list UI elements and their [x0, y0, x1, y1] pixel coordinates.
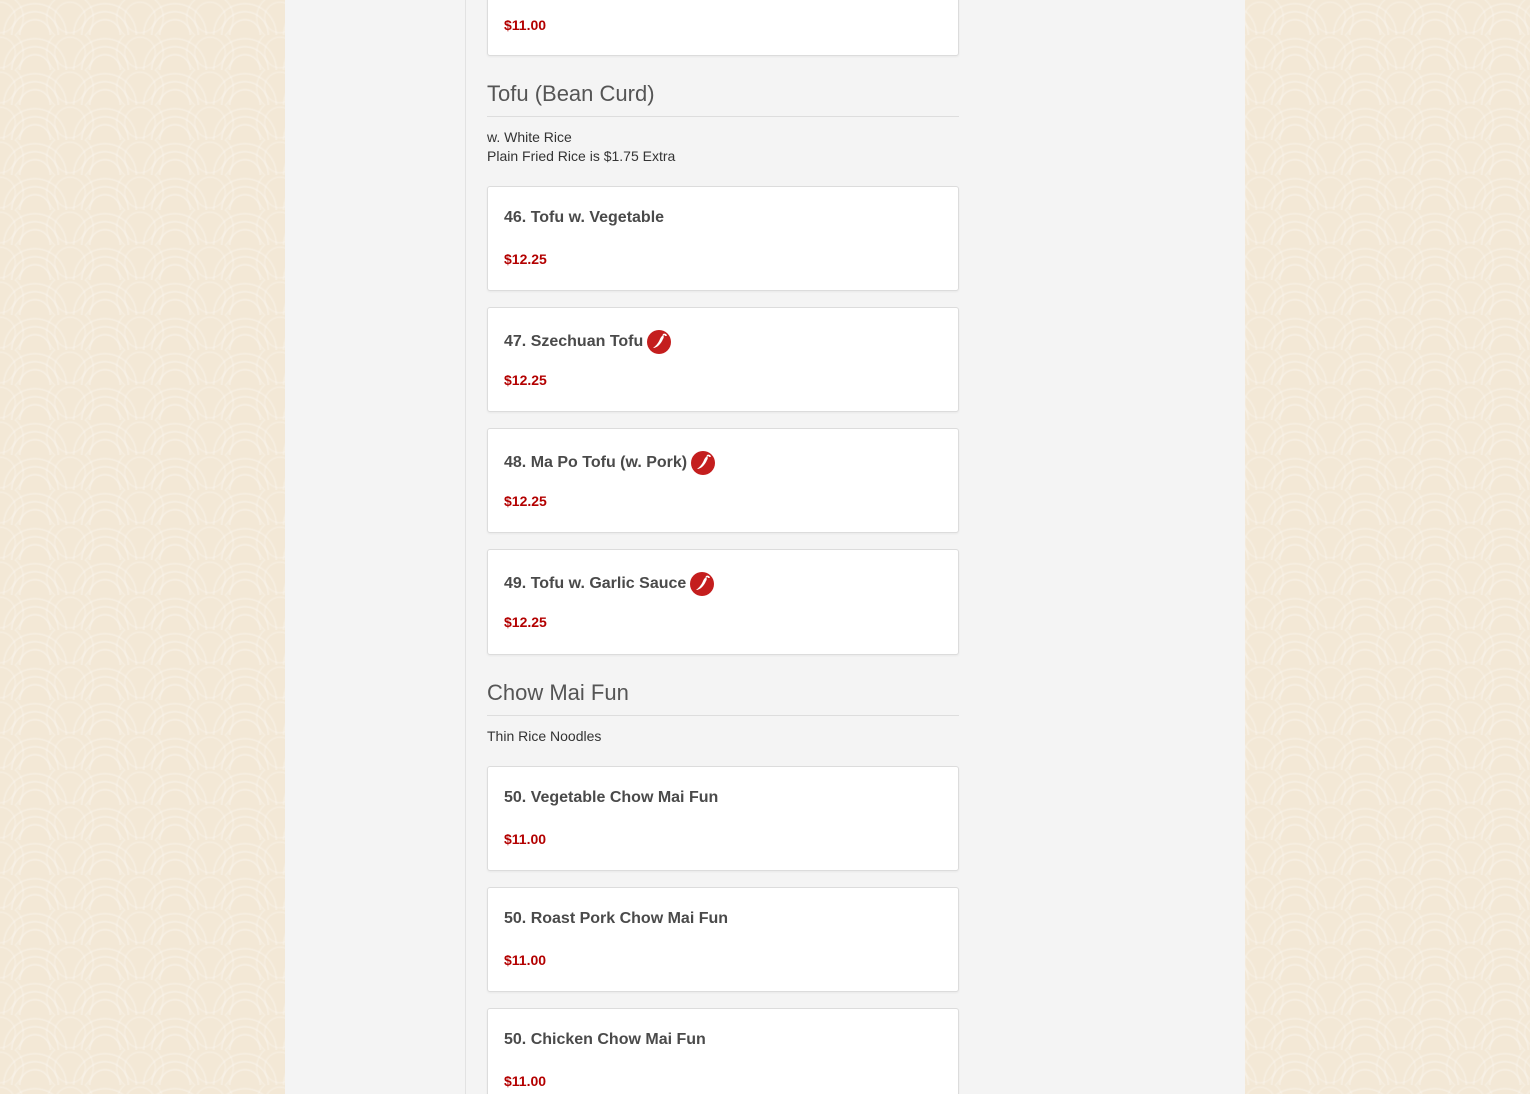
item-price: $12.25 — [504, 251, 547, 267]
item-name-text: 48. Ma Po Tofu (w. Pork) — [504, 454, 688, 471]
sidebar — [285, 0, 466, 1094]
item-price: $11.00 — [504, 1073, 547, 1089]
section-description-tofu — [487, 128, 675, 166]
menu-item-card[interactable] — [487, 0, 959, 56]
chili-pepper-icon — [690, 572, 714, 596]
section-desc-line: Thin Rice Noodles — [487, 728, 602, 744]
menu-item-card[interactable] — [487, 549, 959, 655]
chili-pepper-icon — [691, 451, 715, 475]
menu-item-card[interactable] — [487, 428, 959, 533]
item-name — [504, 572, 714, 596]
item-name-text: 49. Tofu w. Garlic Sauce — [504, 575, 687, 592]
item-name — [504, 451, 715, 475]
chili-pepper-icon — [647, 330, 671, 354]
item-price: $12.25 — [504, 614, 547, 630]
menu-item-card[interactable] — [487, 887, 959, 992]
item-price: $12.25 — [504, 493, 547, 509]
section-description-chow-mai-fun — [487, 727, 601, 746]
item-name — [504, 910, 728, 928]
item-name — [504, 1031, 706, 1049]
section-title-tofu: Tofu (Bean Curd) — [487, 81, 959, 117]
menu-item-card[interactable] — [487, 186, 959, 291]
page — [285, 0, 1245, 1094]
item-price: $11.00 — [504, 831, 547, 847]
item-price: $11.00 — [504, 952, 547, 968]
item-name — [504, 789, 718, 807]
menu-item-card[interactable] — [487, 307, 959, 412]
item-name — [504, 330, 671, 354]
item-name — [504, 209, 664, 227]
item-price: $11.00 — [504, 17, 547, 33]
section-title-chow-mai-fun: Chow Mai Fun — [487, 680, 959, 716]
section-desc-line: w. White Rice — [487, 129, 572, 145]
item-name-text: 46. Tofu w. Vegetable — [504, 209, 665, 226]
item-name-text: 50. Chicken Chow Mai Fun — [504, 1031, 706, 1048]
item-name-text: 47. Szechuan Tofu — [504, 333, 644, 350]
menu-item-card[interactable] — [487, 1008, 959, 1094]
menu-item-card[interactable] — [487, 766, 959, 871]
item-price: $12.25 — [504, 372, 547, 388]
section-desc-line: Plain Fried Rice is $1.75 Extra — [487, 148, 676, 164]
item-name-text: 50. Vegetable Chow Mai Fun — [504, 789, 719, 806]
item-name-text: 50. Roast Pork Chow Mai Fun — [504, 910, 729, 927]
